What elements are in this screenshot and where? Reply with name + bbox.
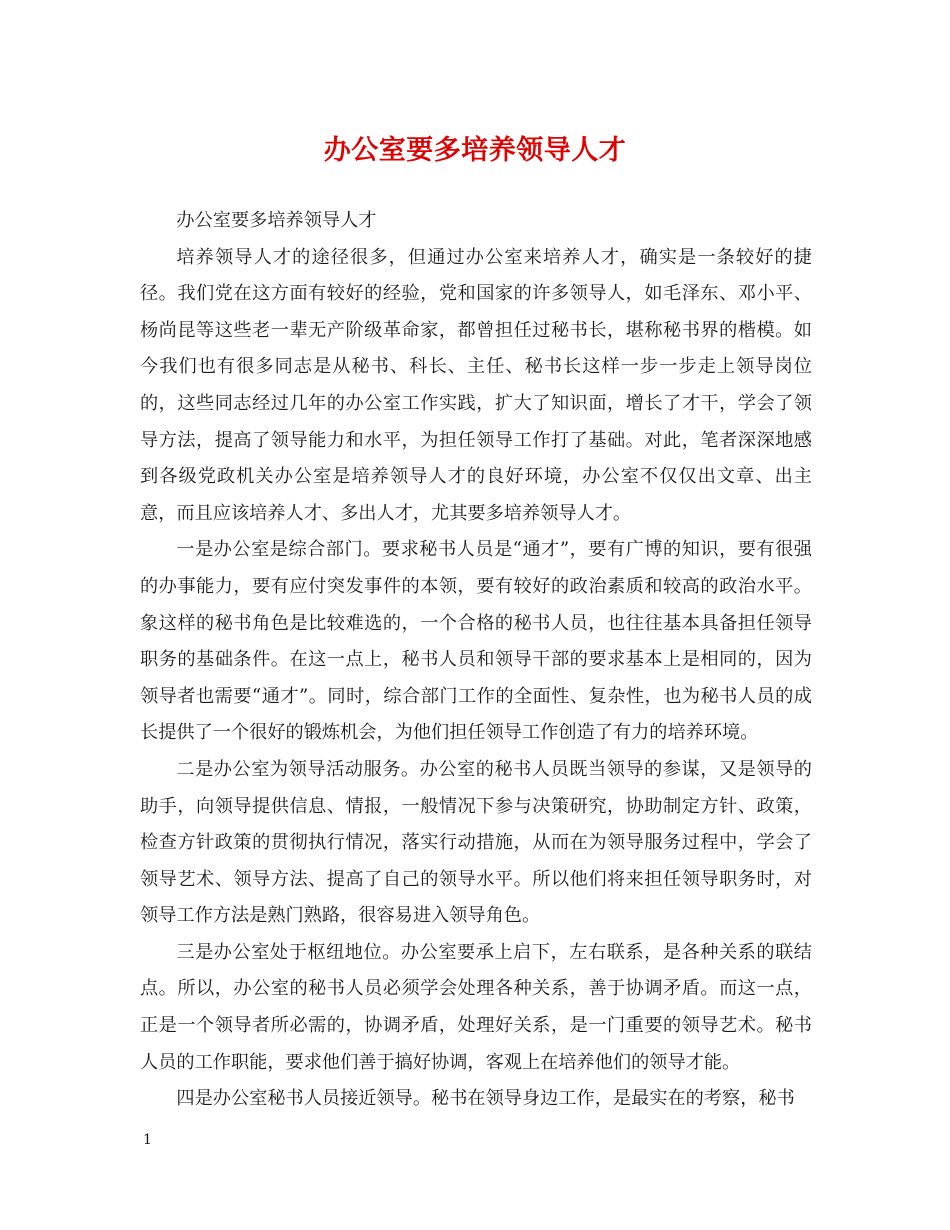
paragraph-point-three: 三是办公室处于枢纽地位。办公室要承上启下，左右联系，是各种关系的联结点。所以，办公室的秘书人员必须学会处理各种关系，善于协调矛盾。而这一点，正是一个领导者所必需的，协调矛盾，处理好关系，是一门重要的领导艺术。秘书人员的工作职能，要求他们善于搞好协调，客观上在培养他们的领导才能。 bbox=[140, 941, 812, 1073]
paragraph-point-two: 二是办公室为领导活动服务。办公室的秘书人员既当领导的参谋，又是领导的助手，向领导提供信息、情报，一般情况下参与决策研究，协助制定方针、政策，检查方针政策的贯彻执行情况，落实行动措施，从而在为领导服务过程中，学会了领导艺术、领导方法、提高了自己的领导水平。所以他们将来担任领导职务时，对领导工作方法是熟门熟路，很容易进入领导角色。 bbox=[140, 758, 812, 927]
paragraph-point-four: 四是办公室秘书人员接近领导。秘书在领导身边工作，是最实在的考察，秘书 bbox=[176, 1088, 795, 1110]
paragraph-point-one: 一是办公室是综合部门。要求秘书人员是“通才”，要有广博的知识，要有很强的办事能力，要有应付突发事件的本领，要有较好的政治素质和较高的政治水平。象这样的秘书角色是比较难选的，一个合格的秘书人员，也往往基本具备担任领导职务的基础条件。在这一点上，秘书人员和领导干部的要求基本上是相同的，因为领导者也需要“通才”。同时，综合部门工作的全面性、复杂性，也为秘书人员的成长提供了一个很好的锻炼机会，为他们担任领导工作创造了有力的培养环境。 bbox=[140, 539, 812, 744]
document-title: 办公室要多培养领导人才 bbox=[323, 135, 627, 166]
document-body bbox=[140, 203, 812, 1118]
paragraph-intro: 培养领导人才的途径很多，但通过办公室来培养人才，确实是一条较好的捷径。我们党在这方面有较好的经验，党和国家的许多领导人，如毛泽东、邓小平、杨尚昆等这些老一辈无产阶级革命家，都曾担任过秘书长，堪称秘书界的楷模。如今我们也有很多同志是从秘书、科长、主任、秘书长这样一步一步走上领导岗位的，这些同志经过几年的办公室工作实践，扩大了知识面，增长了才干，学会了领导方法，提高了领导能力和水平，为担任领导工作打了基础。对此，笔者深深地感到各级党政机关办公室是培养领导人才的良好环境，办公室不仅仅出文章、出主意，而且应该培养人才、多出人才，尤其要多培养领导人才。 bbox=[140, 246, 812, 524]
paragraph-subtitle: 办公室要多培养领导人才 bbox=[176, 210, 377, 231]
page-number: 1 bbox=[143, 1132, 152, 1148]
